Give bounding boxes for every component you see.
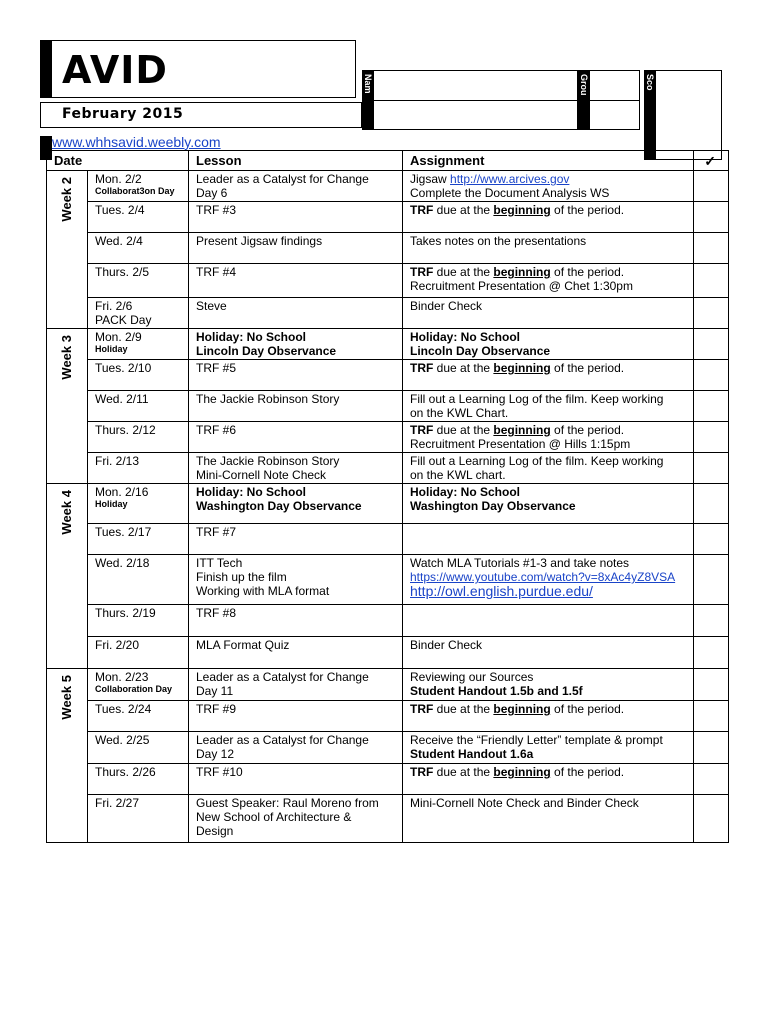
table-row	[47, 391, 729, 422]
trf-bold: TRF	[410, 203, 434, 217]
assignment-cell	[403, 453, 694, 484]
check-cell[interactable]	[694, 669, 729, 701]
check-cell[interactable]	[694, 298, 729, 329]
date-text: Thurs. 2/26	[95, 765, 156, 779]
assignment-header: Assignment	[403, 151, 694, 171]
trf-end: of the period.	[550, 203, 625, 217]
lesson-text: Day 11	[196, 684, 234, 698]
lesson-text: Washington Day Observance	[196, 499, 362, 513]
trf-emphasis: beginning	[493, 361, 551, 375]
date-text: Wed. 2/18	[95, 556, 150, 570]
trf-end: of the period.	[550, 423, 625, 437]
week-label: Week 2	[59, 177, 74, 222]
week-label: Week 3	[59, 335, 74, 380]
website-link[interactable]: www.whhsavid.weebly.com	[52, 134, 221, 150]
group-field-label: Grou	[579, 74, 589, 96]
lesson-text: Present Jigsaw findings	[196, 234, 323, 248]
name-field-line	[374, 100, 578, 101]
date-text: Wed. 2/25	[95, 733, 150, 747]
table-row	[47, 637, 729, 669]
assignment-cell	[403, 555, 694, 605]
trf-end: of the period.	[550, 702, 625, 716]
assignment-text: on the KWL chart.	[410, 468, 506, 482]
date-cell	[88, 360, 189, 391]
trf-end: of the period.	[550, 361, 625, 375]
date-note: Collaboration Day	[95, 684, 173, 694]
check-cell[interactable]	[694, 453, 729, 484]
trf-emphasis: beginning	[493, 203, 551, 217]
check-cell[interactable]	[694, 701, 729, 732]
check-cell[interactable]	[694, 360, 729, 391]
check-cell[interactable]	[694, 795, 729, 843]
name-field-label: Nam	[363, 74, 373, 94]
lesson-cell	[189, 329, 403, 360]
table-row	[47, 453, 729, 484]
date-text: Fri. 2/13	[95, 454, 140, 468]
lesson-text: Lincoln Day Observance	[196, 344, 337, 358]
date-text: Wed. 2/11	[95, 392, 149, 406]
trf-emphasis: beginning	[493, 265, 551, 279]
date-text: Thurs. 2/19	[95, 606, 156, 620]
trf-end: of the period.	[550, 765, 625, 779]
date-cell	[88, 764, 189, 795]
lesson-cell	[189, 701, 403, 732]
check-cell[interactable]	[694, 637, 729, 669]
check-cell[interactable]	[694, 264, 729, 298]
assignment-text: Student Handout 1.5b and 1.5f	[410, 684, 583, 698]
assignment-cell	[403, 484, 694, 524]
date-cell	[88, 701, 189, 732]
table-row	[47, 605, 729, 637]
lesson-cell	[189, 171, 403, 202]
lesson-text: Finish up the film	[196, 570, 287, 584]
date-text: Tues. 2/10	[95, 361, 152, 375]
group-field-line	[590, 100, 640, 101]
lesson-text: Working with MLA format	[196, 584, 330, 598]
date-cell	[88, 524, 189, 555]
trf-bold: TRF	[410, 765, 434, 779]
date-cell	[88, 555, 189, 605]
lesson-text: Leader as a Catalyst for Change	[196, 670, 369, 684]
trf-mid: due at the	[433, 265, 494, 279]
assignment-cell	[403, 264, 694, 298]
date-text: Tues. 2/4	[95, 203, 145, 217]
assignment-cell	[403, 391, 694, 422]
page-title: AVID	[62, 48, 168, 92]
date-text: Fri. 2/27	[95, 796, 140, 810]
lesson-cell	[189, 484, 403, 524]
lesson-text: New School of Architecture &	[196, 810, 352, 824]
date-note: Holiday	[95, 499, 128, 509]
trf-bold: TRF	[410, 423, 434, 437]
lesson-text: TRF #3	[196, 203, 237, 217]
trf-mid: due at the	[433, 203, 494, 217]
table-row	[47, 701, 729, 732]
check-cell[interactable]	[694, 171, 729, 202]
assignment-cell	[403, 764, 694, 795]
assignment-text: Binder Check	[410, 299, 483, 313]
date-note: Collaborat3on Day	[95, 186, 175, 196]
lesson-text: MLA Format Quiz	[196, 638, 290, 652]
date-cell	[88, 202, 189, 233]
table-row	[47, 422, 729, 453]
week-cell	[47, 669, 88, 843]
trf-line	[410, 765, 688, 779]
date-cell	[88, 637, 189, 669]
assignment-cell	[403, 701, 694, 732]
lesson-cell	[189, 764, 403, 795]
assignment-text: Fill out a Learning Log of the film. Keep working	[410, 454, 664, 468]
check-cell[interactable]	[694, 764, 729, 795]
week-cell	[47, 171, 88, 329]
date-cell	[88, 171, 189, 202]
assignment-cell	[403, 360, 694, 391]
archives-link[interactable]: http://www.arcives.gov	[450, 172, 570, 186]
youtube-link[interactable]: https://www.youtube.com/watch?v=8xAc4yZ8VSA	[410, 570, 676, 584]
assignment-cell	[403, 732, 694, 764]
table-row	[47, 298, 729, 329]
date-text: Tues. 2/24	[95, 702, 152, 716]
schedule-body	[47, 171, 729, 843]
week-label: Week 5	[59, 675, 74, 720]
week-cell	[47, 484, 88, 669]
check-cell[interactable]	[694, 329, 729, 360]
table-row	[47, 264, 729, 298]
assignment-text: Recruitment Presentation @ Hills 1:15pm	[410, 437, 631, 451]
date-cell	[88, 422, 189, 453]
trf-emphasis: beginning	[493, 702, 551, 716]
lesson-cell	[189, 555, 403, 605]
table-row	[47, 233, 729, 264]
date-header: Date	[47, 151, 189, 171]
assignment-text: Student Handout 1.6a	[410, 747, 534, 761]
assignment-cell	[403, 298, 694, 329]
assignment-text: Lincoln Day Observance	[410, 344, 551, 358]
trf-mid: due at the	[433, 361, 494, 375]
table-row	[47, 732, 729, 764]
lesson-cell	[189, 233, 403, 264]
lesson-text: Leader as a Catalyst for Change	[196, 733, 369, 747]
trf-bold: TRF	[410, 702, 434, 716]
title-accent-bar	[40, 40, 52, 98]
check-cell[interactable]	[694, 732, 729, 764]
table-row	[47, 524, 729, 555]
assignment-text: Washington Day Observance	[410, 499, 576, 513]
date-text: Fri. 2/6	[95, 299, 133, 313]
assignment-cell	[403, 637, 694, 669]
lesson-text: The Jackie Robinson Story	[196, 454, 340, 468]
assignment-text: Fill out a Learning Log of the film. Keep working	[410, 392, 664, 406]
check-cell[interactable]	[694, 524, 729, 555]
lesson-header: Lesson	[189, 151, 403, 171]
date-text: Mon. 2/16	[95, 485, 149, 499]
lesson-cell	[189, 264, 403, 298]
schedule-table	[46, 150, 729, 843]
trf-line	[410, 361, 688, 375]
date-text: Mon. 2/2	[95, 172, 142, 186]
assignment-text: Jigsaw	[410, 172, 451, 186]
lesson-text: TRF #4	[196, 265, 237, 279]
table-row	[47, 484, 729, 524]
check-cell[interactable]	[694, 555, 729, 605]
date-text: Thurs. 2/5	[95, 265, 150, 279]
lesson-cell	[189, 298, 403, 329]
date-text: Fri. 2/20	[95, 638, 140, 652]
date-cell	[88, 669, 189, 701]
date-cell	[88, 391, 189, 422]
lesson-text: Day 12	[196, 747, 235, 761]
date-text: Tues. 2/17	[95, 525, 152, 539]
date-text: Mon. 2/9	[95, 330, 142, 344]
lesson-text: ITT Tech	[196, 556, 243, 570]
date-cell	[88, 329, 189, 360]
lesson-cell	[189, 524, 403, 555]
assignment-text: Receive the “Friendly Letter” template & prompt	[410, 733, 663, 747]
check-cell[interactable]	[694, 484, 729, 524]
lesson-cell	[189, 391, 403, 422]
lesson-text: TRF #7	[196, 525, 237, 539]
trf-bold: TRF	[410, 361, 434, 375]
score-field-label: Sco	[645, 74, 655, 91]
lesson-text: TRF #9	[196, 702, 237, 716]
lesson-text: TRF #10	[196, 765, 243, 779]
trf-line	[410, 423, 688, 437]
trf-line	[410, 203, 688, 217]
date-note: Holiday	[95, 344, 128, 354]
assignment-line	[410, 172, 688, 186]
lesson-text: Guest Speaker: Raul Moreno from	[196, 796, 379, 810]
date-text: Thurs. 2/12	[95, 423, 156, 437]
table-row	[47, 764, 729, 795]
assignment-text: Recruitment Presentation @ Chet 1:30pm	[410, 279, 633, 293]
trf-mid: due at the	[433, 765, 494, 779]
date-cell	[88, 732, 189, 764]
lesson-cell	[189, 732, 403, 764]
table-header-row	[47, 151, 729, 171]
assignment-text: on the KWL Chart.	[410, 406, 509, 420]
trf-mid: due at the	[433, 702, 494, 716]
date-cell	[88, 233, 189, 264]
date-cell	[88, 795, 189, 843]
assignment-cell	[403, 202, 694, 233]
assignment-cell	[403, 795, 694, 843]
lesson-cell	[189, 422, 403, 453]
assignment-cell	[403, 524, 694, 555]
table-row	[47, 329, 729, 360]
lesson-text: TRF #8	[196, 606, 237, 620]
date-cell	[88, 298, 189, 329]
lesson-text: TRF #5	[196, 361, 237, 375]
lesson-text: Mini-Cornell Note Check	[196, 468, 327, 482]
assignment-text: Binder Check	[410, 638, 483, 652]
check-cell[interactable]	[694, 233, 729, 264]
lesson-text: Design	[196, 824, 234, 838]
date-text: Mon. 2/23	[95, 670, 149, 684]
assignment-cell	[403, 233, 694, 264]
assignment-text: Watch MLA Tutorials #1-3 and take notes	[410, 556, 630, 570]
lesson-cell	[189, 637, 403, 669]
lesson-cell	[189, 669, 403, 701]
date-text: Wed. 2/4	[95, 234, 143, 248]
check-cell[interactable]	[694, 391, 729, 422]
date-cell	[88, 605, 189, 637]
table-row	[47, 555, 729, 605]
assignment-text: Holiday: No School	[410, 330, 521, 344]
trf-end: of the period.	[550, 265, 625, 279]
lesson-text: Day 6	[196, 186, 228, 200]
lesson-cell	[189, 202, 403, 233]
assignment-cell	[403, 605, 694, 637]
assignment-text: Reviewing our Sources	[410, 670, 534, 684]
assignment-text: Complete the Document Analysis WS	[410, 186, 610, 200]
assignment-text: Mini-Cornell Note Check and Binder Check	[410, 796, 639, 810]
lesson-text: Steve	[196, 299, 227, 313]
assignment-cell	[403, 669, 694, 701]
assignment-cell	[403, 329, 694, 360]
lesson-cell	[189, 795, 403, 843]
table-row	[47, 669, 729, 701]
check-header: ✓	[694, 151, 729, 171]
trf-mid: due at the	[433, 423, 494, 437]
lesson-text: Holiday: No School	[196, 485, 307, 499]
trf-bold: TRF	[410, 265, 434, 279]
date-note: PACK Day	[95, 313, 152, 327]
month-label: February 2015	[62, 106, 184, 122]
date-cell	[88, 453, 189, 484]
table-row	[47, 795, 729, 843]
week-label: Week 4	[59, 490, 74, 535]
lesson-text: The Jackie Robinson Story	[196, 392, 340, 406]
assignment-text: Holiday: No School	[410, 485, 521, 499]
table-row	[47, 202, 729, 233]
lesson-text: TRF #6	[196, 423, 237, 437]
trf-emphasis: beginning	[493, 423, 551, 437]
table-row	[47, 360, 729, 391]
lesson-cell	[189, 605, 403, 637]
trf-line	[410, 702, 688, 716]
check-cell[interactable]	[694, 605, 729, 637]
week-cell	[47, 329, 88, 484]
lesson-cell	[189, 360, 403, 391]
trf-line	[410, 265, 688, 279]
purdue-owl-link[interactable]: http://owl.english.purdue.edu/	[410, 583, 593, 599]
trf-emphasis: beginning	[493, 765, 551, 779]
assignment-cell	[403, 422, 694, 453]
lesson-text: Holiday: No School	[196, 330, 307, 344]
check-cell[interactable]	[694, 422, 729, 453]
table-row	[47, 171, 729, 202]
check-cell[interactable]	[694, 202, 729, 233]
lesson-text: Leader as a Catalyst for Change	[196, 172, 369, 186]
lesson-cell	[189, 453, 403, 484]
assignment-text: Takes notes on the presentations	[410, 234, 587, 248]
date-cell	[88, 484, 189, 524]
date-cell	[88, 264, 189, 298]
assignment-cell	[403, 171, 694, 202]
